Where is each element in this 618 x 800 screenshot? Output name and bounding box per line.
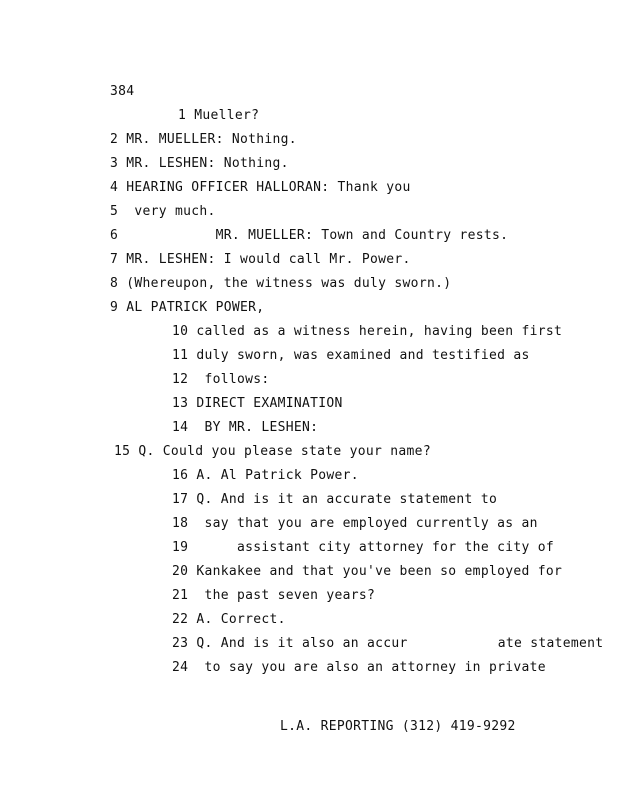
transcript-line-16: 16 A. Al Patrick Power. xyxy=(172,468,359,483)
transcript-line-23-start: 23 Q. And is it also an accur xyxy=(172,636,408,651)
transcript-line-10: 10 called as a witness herein, having been first xyxy=(172,324,563,339)
transcript-line-22: 22 A. Correct. xyxy=(172,612,286,627)
reporter-footer: L.A. REPORTING (312) 419-9292 xyxy=(280,719,516,734)
transcript-line-20: 20 Kankakee and that you've been so employed for xyxy=(172,564,563,579)
transcript-line-5: 5 very much. xyxy=(110,204,216,219)
transcript-line-1: 1 Mueller? xyxy=(178,108,260,123)
transcript-line-6: 6 MR. MUELLER: Town and Country rests. xyxy=(110,228,509,243)
transcript-line-24: 24 to say you are also an attorney in private xyxy=(172,660,546,675)
transcript-line-13: 13 DIRECT EXAMINATION xyxy=(172,396,343,411)
page-number: 384 xyxy=(110,84,135,99)
transcript-line-17: 17 Q. And is it an accurate statement to xyxy=(172,492,498,507)
transcript-line-9: 9 AL PATRICK POWER, xyxy=(110,300,265,315)
transcript-line-14: 14 BY MR. LESHEN: xyxy=(172,420,319,435)
transcript-line-2: 2 MR. MUELLER: Nothing. xyxy=(110,132,297,147)
transcript-line-12: 12 follows: xyxy=(172,372,270,387)
transcript-line-15: 15 Q. Could you please state your name? xyxy=(114,444,431,459)
transcript-line-7: 7 MR. LESHEN: I would call Mr. Power. xyxy=(110,252,411,267)
transcript-line-11: 11 duly sworn, was examined and testified as xyxy=(172,348,530,363)
transcript-line-23 xyxy=(172,636,603,652)
transcript-line-21: 21 the past seven years? xyxy=(172,588,376,603)
transcript-line-19: 19 assistant city attorney for the city of xyxy=(172,540,554,555)
transcript-line-23-end: ate statement xyxy=(497,636,604,651)
transcript-line-8: 8 (Whereupon, the witness was duly sworn.) xyxy=(110,276,452,291)
transcript-line-18: 18 say that you are employed currently as an xyxy=(172,516,538,531)
transcript-line-3: 3 MR. LESHEN: Nothing. xyxy=(110,156,289,171)
transcript-line-4: 4 HEARING OFFICER HALLORAN: Thank you xyxy=(110,180,411,195)
